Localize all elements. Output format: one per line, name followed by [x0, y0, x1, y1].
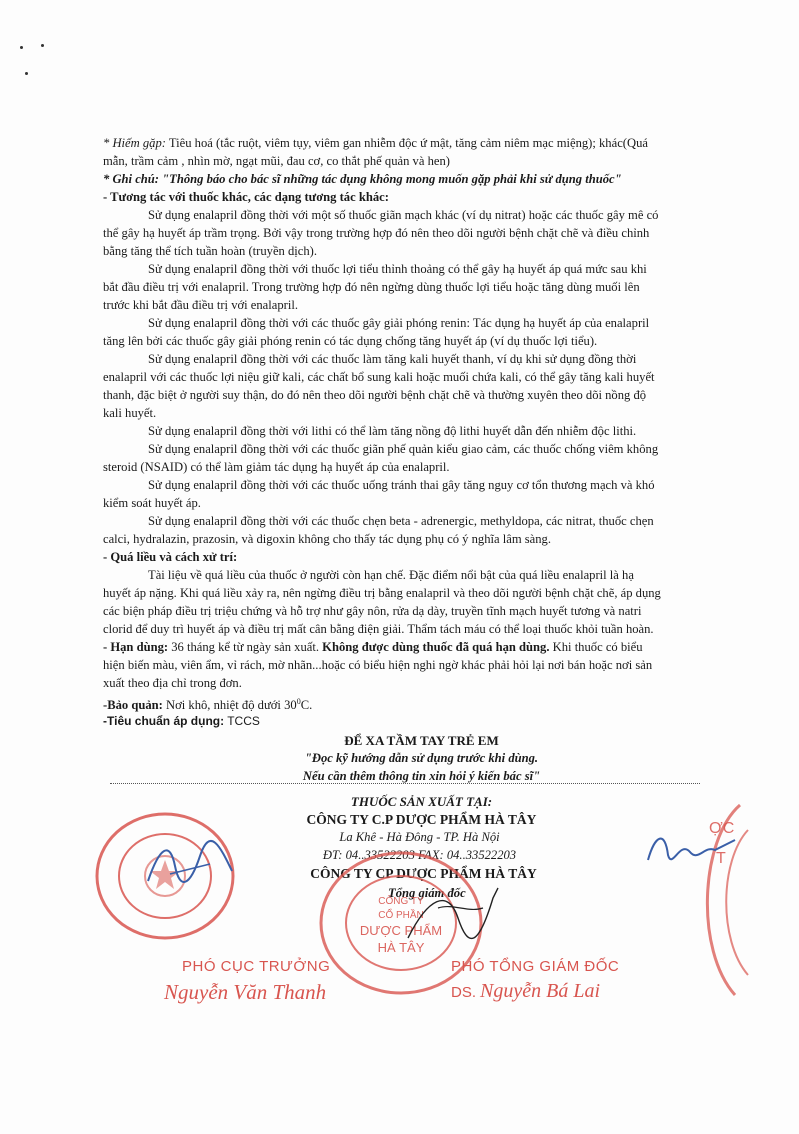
right-stamp-text-1: ỢC — [709, 820, 735, 837]
dotted-separator — [110, 783, 700, 784]
scan-speck — [41, 44, 44, 47]
text-line — [103, 713, 260, 729]
director-role: Tổng giám đốc — [388, 886, 466, 900]
text-line: huyết áp nặng. Khi quá liều xảy ra, nên ngừng điều trị bằng enalapril và theo dõi người bệnh chặt chẽ, áp dụng — [103, 586, 661, 600]
text-line: xuất theo địa chỉ trong đơn. — [103, 676, 242, 690]
manufacturer-company: CÔNG TY C.P DƯỢC PHẨM HÀ TÂY — [306, 812, 537, 827]
label-shelf-life: - Hạn dùng: — [103, 640, 169, 654]
text-line — [103, 639, 643, 655]
text-line — [103, 171, 622, 187]
manufacturer-heading: THUỐC SẢN XUẤT TẠI: — [350, 794, 493, 809]
text-line: trước khi bắt đầu điều trị với enalapril. — [103, 298, 299, 312]
text-line: Sử dụng enalapril đồng thời với thuốc lợi tiểu thỉnh thoảng có thể gây hạ huyết áp quá mức sau khi — [148, 262, 647, 276]
text-line: mẫn, trầm cảm , nhìn mờ, ngạt mũi, đau cơ, co thắt phế quản và hen) — [103, 154, 450, 168]
text-line: bắt đầu điều trị với enalapril. Trong trường hợp đó nên ngừng dùng thuốc lợi tiểu hoặc tăng dùng muối lên — [103, 280, 640, 294]
svg-text:CÔNG TY: CÔNG TY — [378, 896, 424, 907]
text-segment: C. — [300, 698, 313, 713]
warning-title: ĐỂ XA TẦM TAY TRẺ EM — [344, 733, 499, 748]
text-line: Sử dụng enalapril đồng thời với các thuốc uống tránh thai gây tăng nguy cơ tổn thương mạch và khó — [148, 478, 655, 492]
deputy-director-title: PHÓ CỤC TRƯỞNG — [182, 958, 331, 975]
text-segment: Tiêu hoá (tắc ruột, viêm tụy, viêm gan nhiễm độc ứ mật, tăng cảm niêm mạc miệng); khác(Quá — [165, 136, 648, 150]
left-signature — [140, 836, 240, 896]
text-line: Sử dụng enalapril đồng thời với lithi có thể làm tăng nồng độ lithi huyết dẫn đến nhiễm độc lithi. — [148, 424, 637, 438]
svg-text:CỔ PHẦN: CỔ PHẦN — [378, 910, 424, 921]
text-line: tăng lên bởi các thuốc gây giải phóng renin có tác dụng chống tăng huyết áp (ví dụ thuốc lợi tiểu). — [103, 334, 598, 348]
label-storage: -Bảo quản: — [103, 698, 163, 713]
text-line: clorid để duy trì huyết áp và điều trị mất cân bằng điện giải. Thẩm tách máu có thể loại thuốc khỏi tuần hoàn. — [103, 622, 654, 636]
right-signature — [640, 820, 740, 880]
text-line: calci, hydralazin, prazosin, và digoxin không cho thấy tác dụng phụ có ý nghĩa lâm sàng. — [103, 532, 552, 546]
svg-text:HÀ TÂY: HÀ TÂY — [377, 940, 425, 955]
section-heading-interactions: - Tương tác với thuốc khác, các dạng tương tác khác: — [103, 190, 389, 204]
text-segment: Nơi khô, nhiệt độ dưới 30 — [162, 698, 297, 713]
text-line: Sử dụng enalapril đồng thời với các thuốc gây giải phóng renin: Tác dụng hạ huyết áp của enalapril — [148, 316, 650, 330]
scan-speck — [20, 46, 23, 49]
text-line: Sử dụng enalapril đồng thời với các thuốc chẹn beta - adrenergic, methyldopa, các nitrat, thuốc chẹn — [148, 514, 654, 528]
label-rare: * Hiếm gặp: — [103, 136, 166, 150]
pharmacist-name: Nguyễn Bá Lai — [480, 980, 601, 1002]
text-line: kiểm soát huyết áp. — [103, 496, 201, 510]
right-stamp-text-2: T — [716, 850, 726, 867]
superscript-degree: 0 — [296, 697, 301, 706]
text-line — [103, 135, 648, 151]
text-line: Tài liệu về quá liều của thuốc ở người còn hạn chế. Đặc điểm nổi bật của quá liều enalapril là hạ — [148, 568, 634, 582]
deputy-director-name: Nguyễn Văn Thanh — [164, 980, 327, 1004]
text-line: steroid (NSAID) có thể làm giảm tác dụng hạ huyết áp của enalapril. — [103, 460, 450, 474]
expiry-warning: Không được dùng thuốc đã quá hạn dùng. — [322, 640, 550, 654]
text-segment: 36 tháng kể từ ngày sản xuất. — [168, 640, 323, 654]
text-line: hiện biến màu, viên ẩm, vỉ rách, mờ nhãn...hoặc có biểu hiện nghi ngờ khác phải hỏi lại nơi bán hoặc nơi sản — [103, 658, 653, 672]
text-segment: TCCS — [224, 714, 260, 728]
section-heading-overdose: - Quá liều và cách xử trí: — [103, 550, 238, 564]
text-line: thanh, đặc biệt ở người suy thận, do đó nên theo dõi người bệnh chặt chẽ và thường xuyên theo dõi nồng độ — [103, 388, 647, 402]
warning-line-2: Nếu cần thêm thông tin xin hỏi ý kiến bác sĩ" — [302, 769, 541, 783]
text-line: enalapril với các thuốc lợi niệu giữ kali, các chất bổ sung kali hoặc muối chứa kali, có thể gây tăng kali huyết — [103, 370, 655, 384]
text-line: thể gây hạ huyết áp trầm trọng. Bởi vậy trong trường hợp đó nên theo dõi người bệnh chặt chẽ và điều chỉnh — [103, 226, 650, 240]
text-line: bằng tăng thể tích tuần hoàn (truyền dịch). — [103, 244, 318, 258]
director-signature — [398, 878, 508, 958]
manufacturer-company-2: CÔNG TY CP DƯỢC PHẨM HÀ TÂY — [310, 866, 537, 881]
warning-line-1: "Đọc kỹ hướng dẫn sử dụng trước khi dùng. — [304, 751, 539, 765]
manufacturer-address: La Khê - Hà Đông - TP. Hà Nội — [339, 830, 500, 844]
label-standard: -Tiêu chuẩn áp dụng: — [103, 714, 225, 728]
text-line: kali huyết. — [103, 406, 157, 420]
manufacturer-phone: ĐT: 04..33522203 FAX: 04..33522203 — [322, 848, 517, 862]
pharmacist-signature-name — [451, 980, 600, 1003]
text-line: Sử dụng enalapril đồng thời với các thuốc làm tăng kali huyết thanh, ví dụ khi sử dụng đồng thời — [148, 352, 637, 366]
pharmacist-prefix: DS. — [451, 984, 477, 1001]
text-segment: Khi thuốc có biểu — [549, 640, 643, 654]
text-line: các biện pháp điều trị triệu chứng và hỗ trợ như gây nôn, rửa dạ dày, truyền tĩnh mạch huyết tương và natri — [103, 604, 642, 618]
label-note: * Ghi chú: — [103, 172, 159, 186]
text-line: Sử dụng enalapril đồng thời với các thuốc giãn phế quản kiểu giao cảm, các thuốc chống viêm không — [148, 442, 659, 456]
deputy-general-director-title: PHÓ TỔNG GIÁM ĐỐC — [451, 958, 620, 975]
text-line: Sử dụng enalapril đồng thời với một số thuốc giãn mạch khác (ví dụ nitrat) hoặc các thuốc gây mê có — [148, 208, 659, 222]
scan-speck — [25, 72, 28, 75]
text-line — [103, 694, 312, 713]
svg-text:DƯỢC PHẨM: DƯỢC PHẨM — [359, 923, 443, 938]
note-text: "Thông báo cho bác sĩ những tác dụng không mong muốn gặp phải khi sử dụng thuốc" — [158, 172, 622, 186]
